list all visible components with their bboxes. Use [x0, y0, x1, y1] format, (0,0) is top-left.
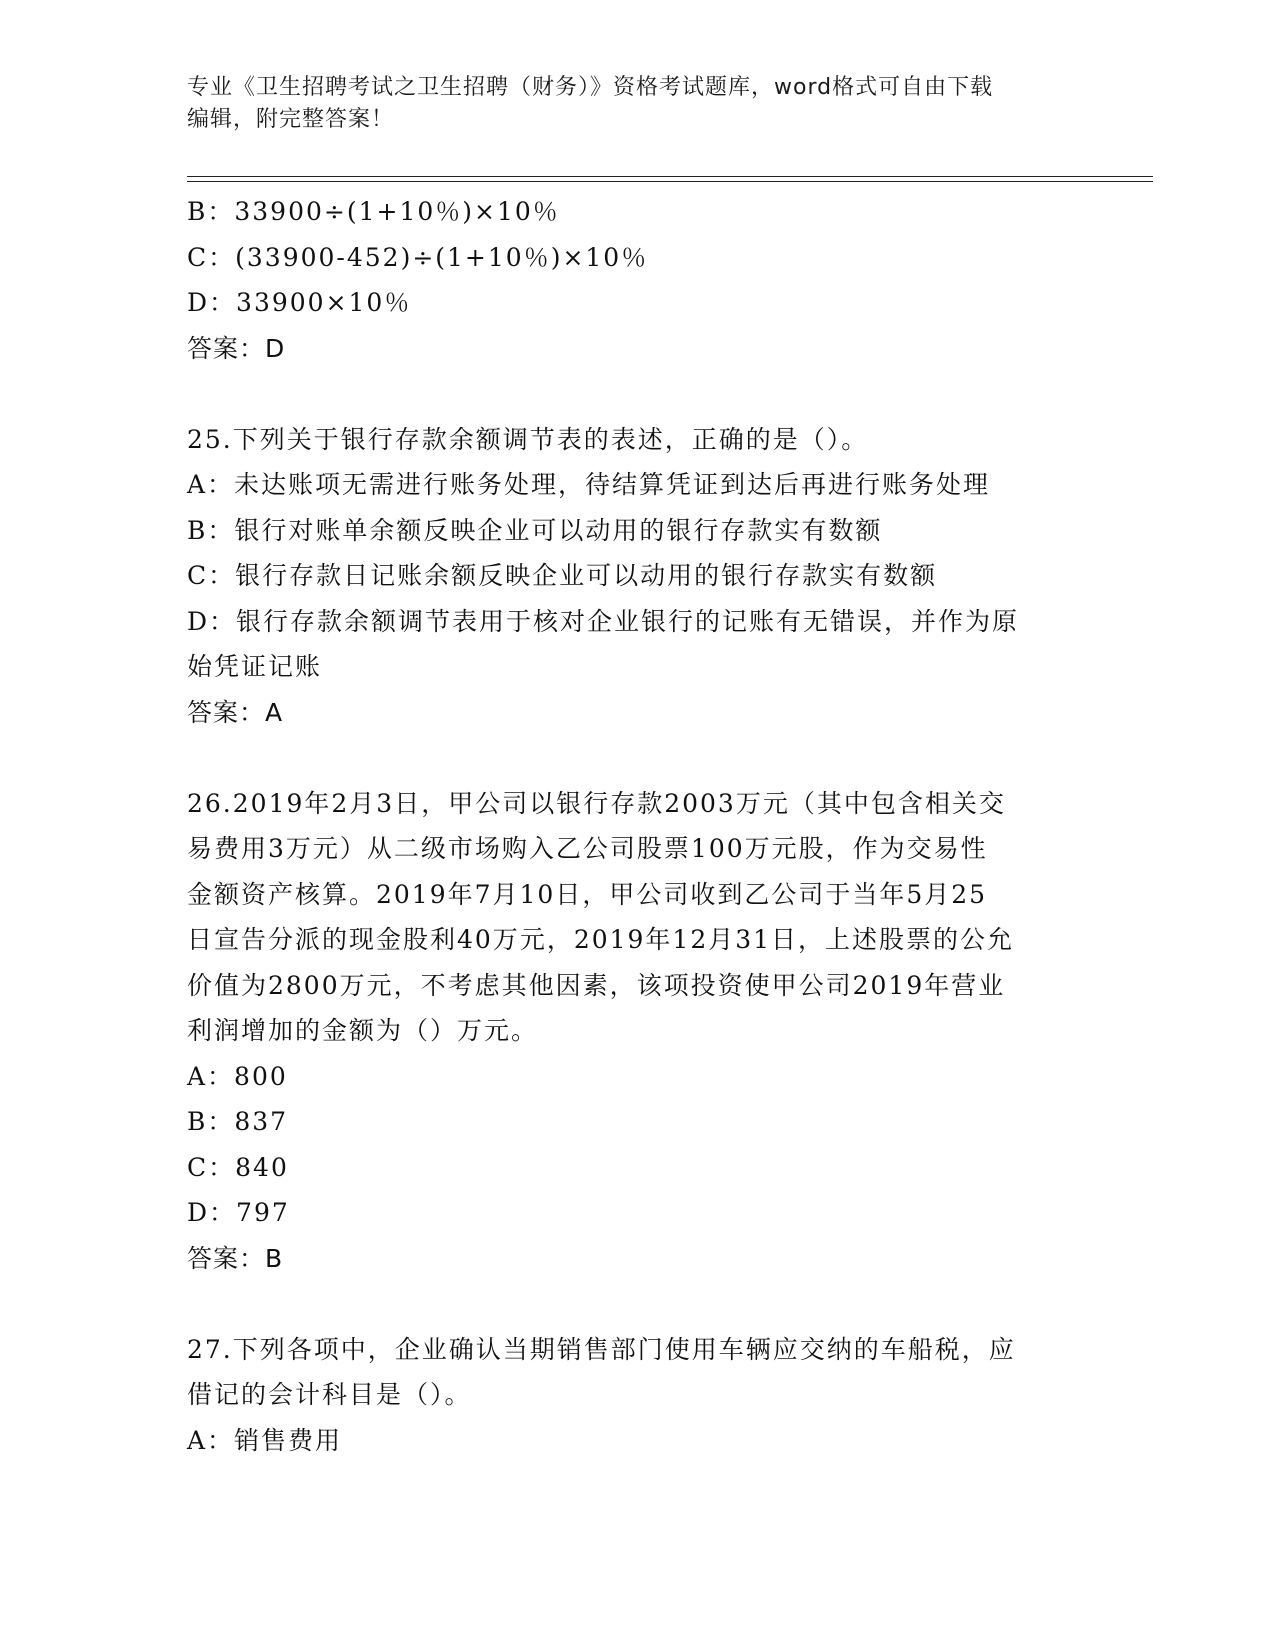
q26-stem-line-2: 易费用3万元）从二级市场购入乙公司股票100万元股，作为交易性 — [187, 834, 988, 863]
q25-option-c: C：银行存款日记账余额反映企业可以动用的银行存款实有数额 — [187, 561, 938, 590]
question-26 — [187, 781, 1087, 1282]
header-line-1: 专业《卫生招聘考试之卫生招聘（财务）》资格考试题库，word格式可自由下载 — [187, 75, 994, 100]
q26-option-c: C：840 — [187, 1152, 289, 1182]
q27-stem-line-1: 27.下列各项中，企业确认当期销售部门使用车辆应交纳的车船税，应 — [187, 1334, 1016, 1364]
q26-stem-line-5: 价值为2800万元，不考虑其他因素，该项投资使甲公司2019年营业 — [187, 970, 1006, 1000]
q24-option-d: D：33900×10％ — [187, 288, 412, 317]
spacer — [187, 371, 1087, 417]
q25-answer: 答案：A — [187, 697, 284, 727]
q26-stem-line-6: 利润增加的金额为（）万元。 — [187, 1016, 539, 1045]
q27-option-a: A：销售费用 — [187, 1425, 343, 1455]
q25-option-a: A：未达账项无需进行账务处理，待结算凭证到达后再进行账务处理 — [187, 470, 991, 499]
q25-option-d-line-2: 始凭证记账 — [187, 652, 323, 681]
question-24 — [187, 189, 1087, 371]
page-header — [187, 72, 1077, 136]
header-line-2: 编辑，附完整答案！ — [187, 107, 395, 132]
header-divider — [187, 176, 1153, 182]
question-25 — [187, 417, 1087, 736]
q24-answer: 答案：D — [187, 333, 286, 363]
q24-option-b: B：33900÷(1+10％)×10％ — [187, 197, 560, 226]
spacer — [187, 1281, 1087, 1327]
spacer — [187, 735, 1087, 781]
q25-option-b: B：银行对账单余额反映企业可以动用的银行存款实有数额 — [187, 515, 883, 545]
q26-option-d: D：797 — [187, 1198, 290, 1227]
q26-option-a: A：800 — [187, 1061, 288, 1091]
q26-stem-line-3: 金额资产核算。2019年7月10日，甲公司收到乙公司于当年5月25 — [187, 879, 988, 909]
question-content — [187, 189, 1087, 1463]
question-27 — [187, 1327, 1087, 1464]
q26-stem-line-4: 日宣告分派的现金股利40万元，2019年12月31日，上述股票的公允 — [187, 925, 1015, 954]
q25-option-d-line-1: D：银行存款余额调节表用于核对企业银行的记账有无错误，并作为原 — [187, 606, 1020, 636]
q24-option-c: C：(33900-452)÷(1+10％)×10％ — [187, 242, 649, 272]
q25-stem: 25.下列关于银行存款余额调节表的表述，正确的是（）。 — [187, 424, 869, 454]
q26-stem-line-1: 26.2019年2月3日，甲公司以银行存款2003万元（其中包含相关交 — [187, 788, 1006, 818]
q26-option-b: B：837 — [187, 1107, 289, 1136]
q26-answer: 答案：B — [187, 1243, 284, 1273]
q27-stem-line-2: 借记的会计科目是（）。 — [187, 1380, 472, 1409]
